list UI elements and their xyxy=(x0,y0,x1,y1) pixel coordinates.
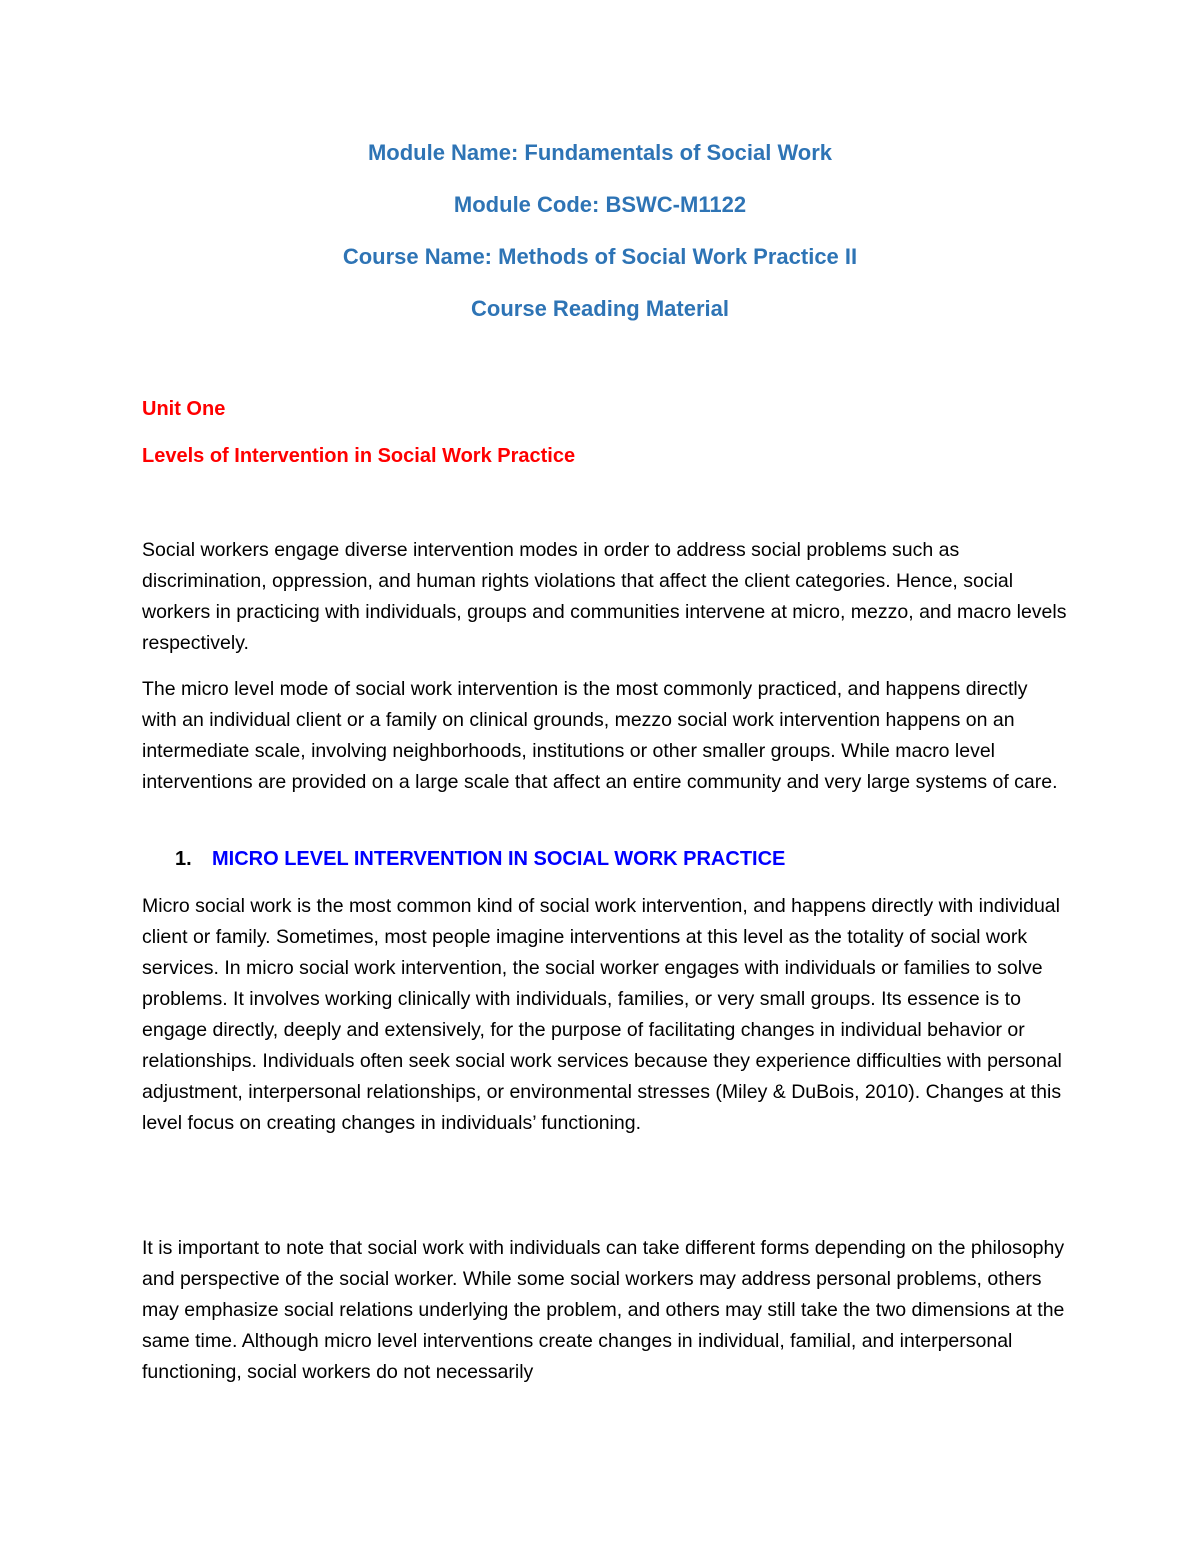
section-heading-micro xyxy=(175,846,785,872)
unit-heading-block xyxy=(142,396,1062,490)
course-material-title: Course Reading Material xyxy=(471,296,729,321)
paragraph-levels: The micro level mode of social work intervention is the most commonly practiced, and happens directly with an individual client or a family on clinical grounds, mezzo social work intervention happens on an intermediate scale, involving neighborhoods, institutions or other smaller groups. While macro level interventions are provided on a large scale that affect an entire community and very large systems of care. xyxy=(142,678,1058,793)
module-name: Module Name: Fundamentals of Social Work xyxy=(367,140,833,165)
section-title: MICRO LEVEL INTERVENTION IN SOCIAL WORK PRACTICE xyxy=(212,848,786,870)
unit-title: Levels of Intervention in Social Work Practice xyxy=(142,445,576,467)
paragraph-micro: Micro social work is the most common kind of social work intervention, and happens directly with individual client or family. Sometimes, most people imagine interventions at this level as the totality of social work services. In micro social work intervention, the social worker engages with individuals or families to solve problems. It involves working clinically with individuals, families, or very small groups. Its essence is to engage directly, deeply and extensively, for the purpose of facilitating changes in individual behavior or relationships. Individuals often seek social work services because they experience difficulties with personal adjustment, interpersonal relationships, or environmental stresses (Miley & DuBois, 2010). Changes at this level focus on creating changes in individuals’ functioning. xyxy=(142,895,1062,1134)
paragraph-intro: Social workers engage diverse intervention modes in order to address social problems such as discrimination, oppression, and human rights violations that affect the client categories. Hence, social workers in practicing with individuals, groups and communities intervene at micro, mezzo, and macro levels respectively. xyxy=(142,539,1067,654)
unit-label: Unit One xyxy=(142,398,226,420)
course-name: Course Name: Methods of Social Work Practice II xyxy=(342,244,858,269)
title-block xyxy=(0,140,1200,348)
section-number: 1. xyxy=(175,848,192,870)
module-code: Module Code: BSWC-M1122 xyxy=(453,192,747,217)
paragraph-forms: It is important to note that social work with individuals can take different forms depending on the philosophy and perspective of the social worker. While some social workers may address personal problems, others may emphasize social relations underlying the problem, and others may still take the two dimensions at the same time. Although micro level interventions create changes in individual, familial, and interpersonal functioning, social workers do not necessarily xyxy=(142,1237,1065,1383)
